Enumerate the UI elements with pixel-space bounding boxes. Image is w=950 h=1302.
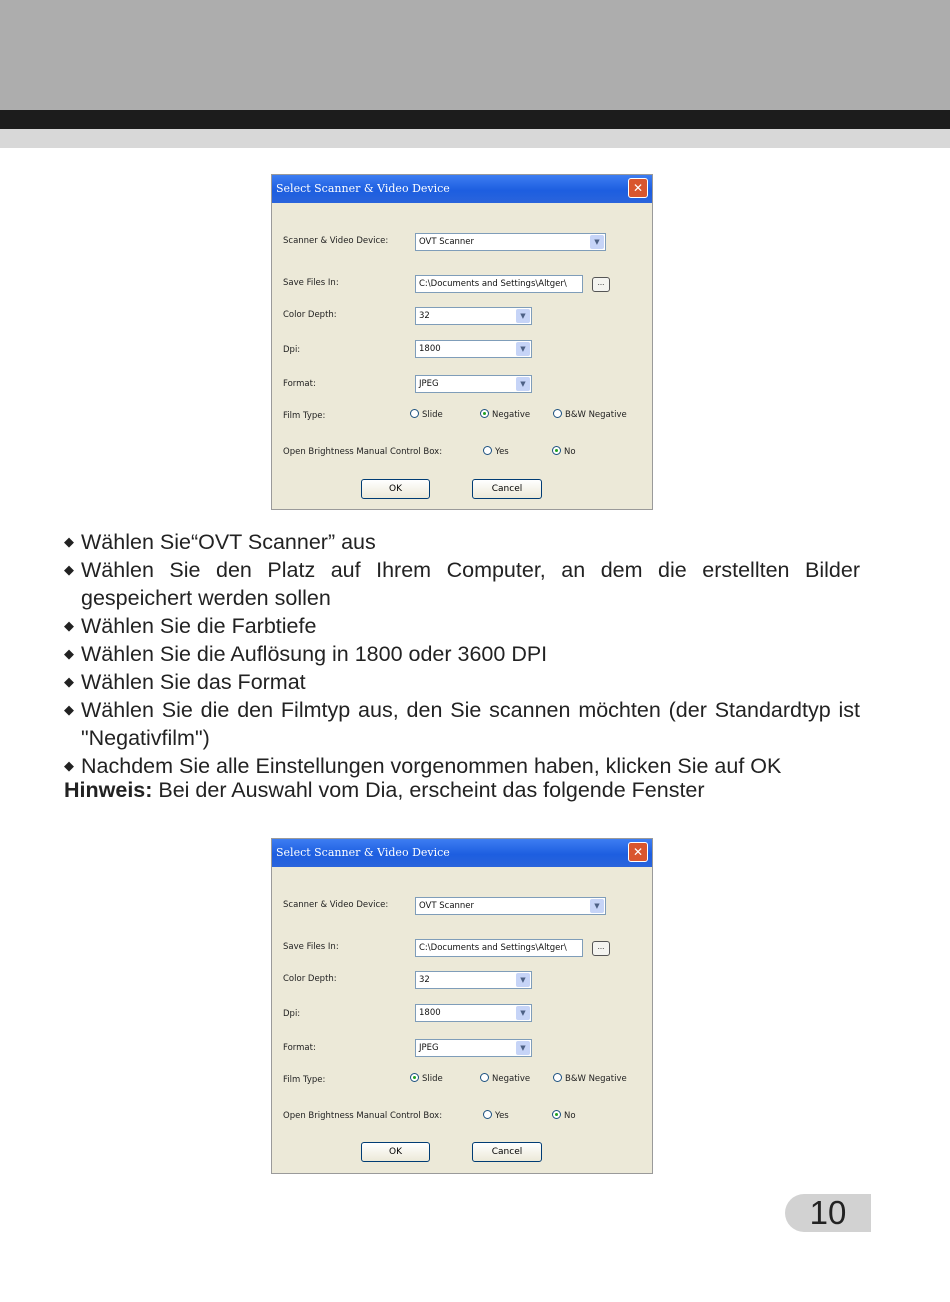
scanner-dialog-slide (271, 838, 653, 1174)
instruction-list (64, 528, 860, 780)
cancel-button[interactable]: Cancel (472, 479, 542, 499)
chevron-down-icon[interactable]: ▼ (516, 973, 530, 987)
list-item-text: Wählen Sie das Format (81, 670, 306, 694)
list-item-text: Wählen Sie die Farbtiefe (81, 614, 317, 638)
film-type-slide-radio[interactable] (410, 409, 443, 421)
list-item (64, 612, 860, 640)
color-depth-select[interactable] (415, 307, 532, 325)
format-select[interactable] (415, 1039, 532, 1057)
save-files-label: Save Files In: (283, 278, 339, 288)
chevron-down-icon[interactable]: ▼ (516, 377, 530, 391)
film-type-negative-radio[interactable] (480, 409, 530, 421)
dpi-value: 1800 (419, 344, 441, 354)
list-item-text: Wählen Sie die Auflösung in 1800 oder 3600 DPI (81, 642, 548, 666)
list-item (64, 640, 860, 668)
header-rule-light (0, 129, 950, 148)
color-depth-label: Color Depth: (283, 310, 337, 320)
radio-label: No (564, 1111, 576, 1121)
color-depth-select[interactable] (415, 971, 532, 989)
diamond-bullet-icon: ◆ (64, 562, 74, 577)
chevron-down-icon[interactable]: ▼ (590, 899, 604, 913)
list-item (64, 668, 860, 696)
scanner-device-value: OVT Scanner (419, 901, 475, 911)
ok-button[interactable]: OK (361, 479, 430, 499)
film-type-bw-negative-radio[interactable] (553, 409, 627, 421)
radio-icon (553, 409, 562, 418)
brightness-yes-radio[interactable] (483, 446, 509, 458)
radio-icon (483, 1110, 492, 1119)
radio-label: Yes (495, 1111, 509, 1121)
close-icon[interactable]: ✕ (628, 842, 648, 862)
scanner-device-select[interactable] (415, 897, 606, 915)
radio-label: Negative (492, 410, 531, 420)
diamond-bullet-icon: ◆ (64, 534, 74, 549)
chevron-down-icon[interactable]: ▼ (516, 1006, 530, 1020)
film-type-bw-negative-radio[interactable] (553, 1073, 627, 1085)
film-type-slide-radio[interactable] (410, 1073, 443, 1085)
chevron-down-icon[interactable]: ▼ (516, 342, 530, 356)
radio-selected-icon (552, 446, 561, 455)
scanner-dialog-negative (271, 174, 653, 510)
brightness-no-radio[interactable] (552, 446, 576, 458)
film-type-label: Film Type: (283, 411, 326, 421)
save-files-label: Save Files In: (283, 942, 339, 952)
dialog-title: Select Scanner & Video Device (276, 182, 450, 195)
list-item-text: Nachdem Sie alle Einstellungen vorgenommen haben, klicken Sie auf OK (81, 754, 782, 778)
list-item (64, 528, 860, 556)
dpi-value: 1800 (419, 1008, 441, 1018)
radio-label: No (564, 447, 576, 457)
chevron-down-icon[interactable]: ▼ (590, 235, 604, 249)
dialog-titlebar (272, 175, 652, 203)
dpi-select[interactable] (415, 340, 532, 358)
scanner-device-label: Scanner & Video Device: (283, 236, 389, 246)
brightness-yes-radio[interactable] (483, 1110, 509, 1122)
list-item-text: Wählen Sie“OVT Scanner” aus (81, 530, 376, 554)
header-rule-dark (0, 110, 950, 129)
color-depth-label: Color Depth: (283, 974, 337, 984)
radio-label: B&W Negative (565, 410, 627, 420)
diamond-bullet-icon: ◆ (64, 758, 74, 773)
chevron-down-icon[interactable]: ▼ (516, 1041, 530, 1055)
chevron-down-icon[interactable]: ▼ (516, 309, 530, 323)
browse-button[interactable]: ... (592, 277, 610, 292)
radio-icon (553, 1073, 562, 1082)
ok-button[interactable]: OK (361, 1142, 430, 1162)
radio-selected-icon (480, 409, 489, 418)
close-icon[interactable]: ✕ (628, 178, 648, 198)
film-type-negative-radio[interactable] (480, 1073, 530, 1085)
film-type-label: Film Type: (283, 1075, 326, 1085)
radio-label: Negative (492, 1074, 531, 1084)
list-item (64, 696, 860, 752)
browse-button[interactable]: ... (592, 941, 610, 956)
diamond-bullet-icon: ◆ (64, 646, 74, 661)
header-band (0, 0, 950, 110)
radio-icon (483, 446, 492, 455)
color-depth-value: 32 (419, 975, 430, 985)
scanner-device-label: Scanner & Video Device: (283, 900, 389, 910)
list-item (64, 556, 860, 612)
diamond-bullet-icon: ◆ (64, 674, 74, 689)
dialog-title: Select Scanner & Video Device (276, 846, 450, 859)
diamond-bullet-icon: ◆ (64, 618, 74, 633)
note-text: Bei der Auswahl vom Dia, erscheint das folgende Fenster (152, 778, 705, 802)
save-path-field[interactable] (415, 275, 583, 293)
save-path-value: C:\Documents and Settings\Altger\ (419, 279, 567, 289)
brightness-label: Open Brightness Manual Control Box: (283, 447, 443, 457)
scanner-device-select[interactable] (415, 233, 606, 251)
list-item-text: Wählen Sie die den Filmtyp aus, den Sie scannen möchten (der Standardtyp ist "Negativfilm") (81, 698, 860, 750)
radio-label: Slide (422, 1074, 443, 1084)
dpi-select[interactable] (415, 1004, 532, 1022)
diamond-bullet-icon: ◆ (64, 702, 74, 717)
radio-selected-icon (552, 1110, 561, 1119)
dpi-label: Dpi: (283, 345, 301, 355)
save-path-field[interactable] (415, 939, 583, 957)
brightness-no-radio[interactable] (552, 1110, 576, 1122)
radio-label: Yes (495, 447, 509, 457)
dpi-label: Dpi: (283, 1009, 301, 1019)
note-label: Hinweis: (64, 778, 153, 802)
format-value: JPEG (419, 379, 439, 389)
list-item-text: Wählen Sie den Platz auf Ihrem Computer, an dem die erstellten Bilder gespeichert werden sollen (81, 558, 860, 610)
format-label: Format: (283, 1043, 316, 1053)
dialog-titlebar (272, 839, 652, 867)
format-label: Format: (283, 379, 316, 389)
radio-label: Slide (422, 410, 443, 420)
note-paragraph (64, 776, 705, 804)
format-select[interactable] (415, 375, 532, 393)
radio-label: B&W Negative (565, 1074, 627, 1084)
format-value: JPEG (419, 1043, 439, 1053)
cancel-button[interactable]: Cancel (472, 1142, 542, 1162)
radio-icon (480, 1073, 489, 1082)
brightness-label: Open Brightness Manual Control Box: (283, 1111, 443, 1121)
radio-icon (410, 409, 419, 418)
save-path-value: C:\Documents and Settings\Altger\ (419, 943, 567, 953)
scanner-device-value: OVT Scanner (419, 237, 475, 247)
page-number: 10 (785, 1194, 871, 1232)
radio-selected-icon (410, 1073, 419, 1082)
color-depth-value: 32 (419, 311, 430, 321)
